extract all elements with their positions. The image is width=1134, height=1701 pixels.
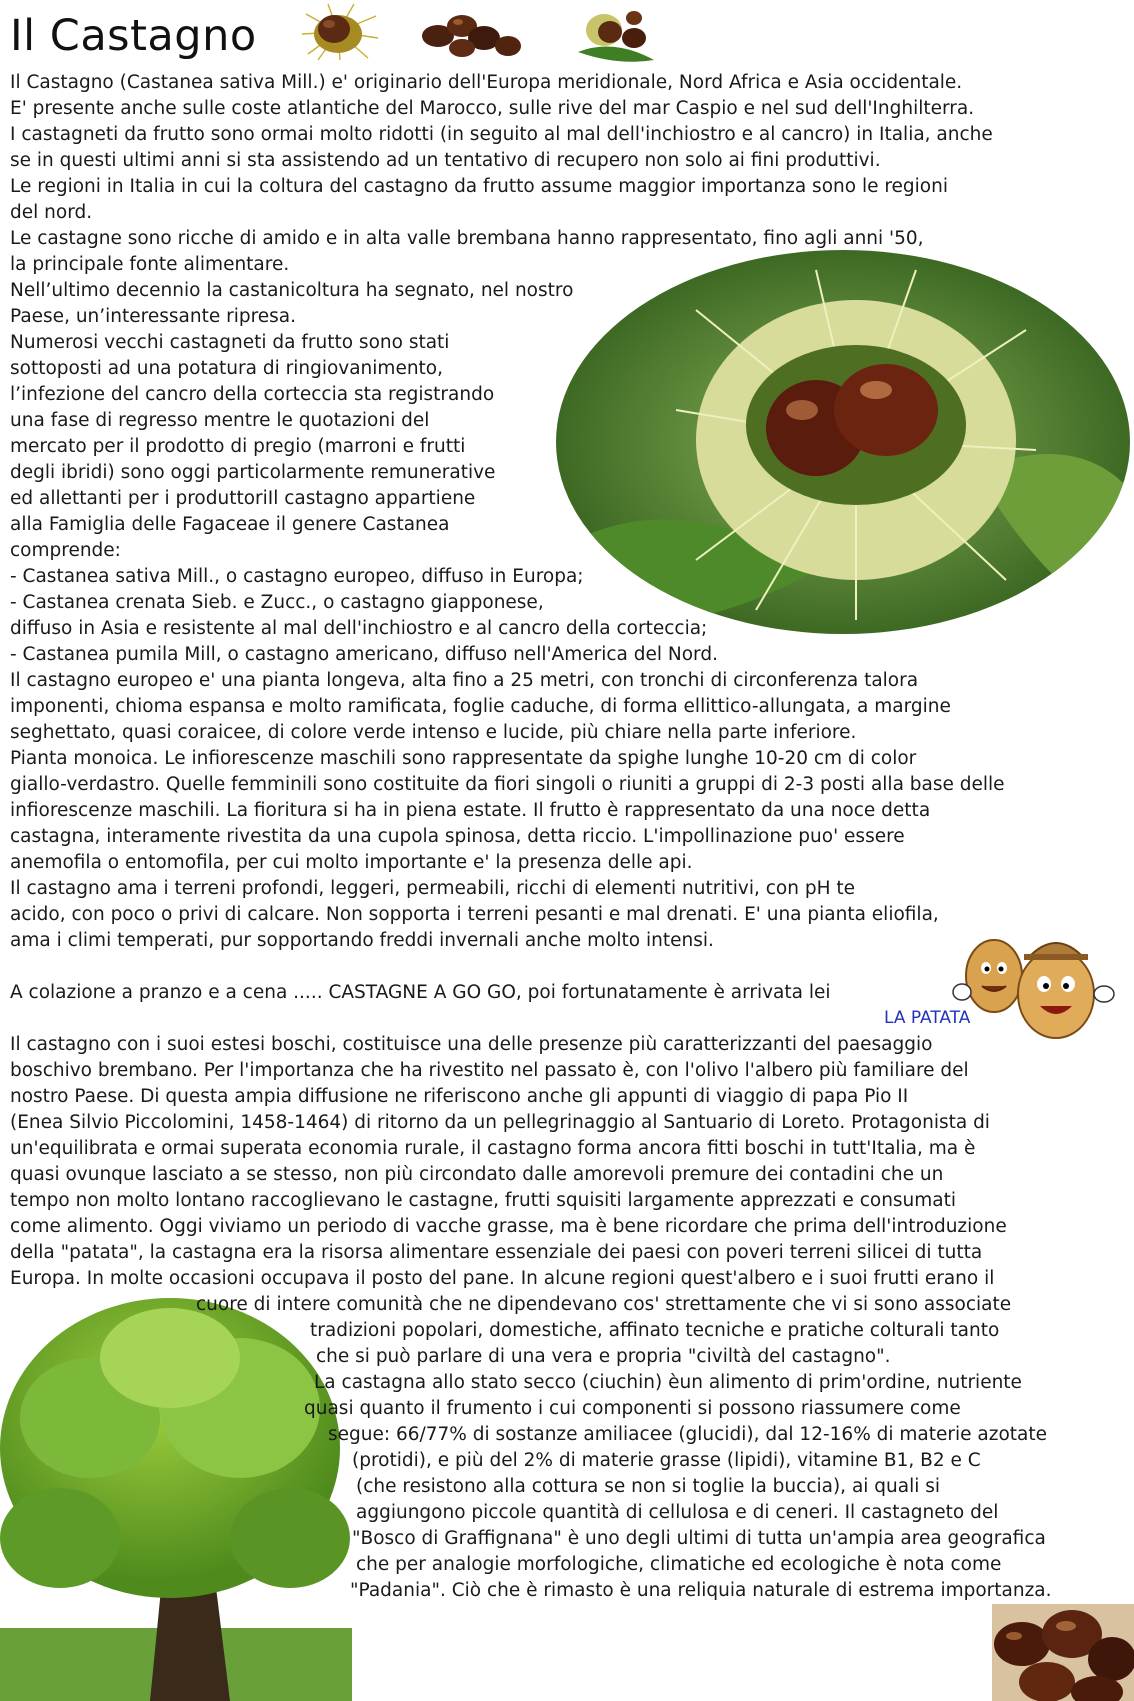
- text-line: sottoposti ad una potatura di ringiovanimento,: [10, 358, 444, 379]
- text-line: boschivo brembano. Per l'importanza che ha rivestito nel passato è, con l'olivo l'albero più familiare del: [10, 1060, 969, 1081]
- chestnut-burr-icon: [298, 2, 380, 62]
- text-line: aggiungono piccole quantità di cellulosa e di ceneri. Il castagneto del: [356, 1502, 999, 1523]
- text-line: seghettato, quasi coraicee, di colore verde intenso e lucide, più chiare nella parte inferiore.: [10, 722, 857, 743]
- text-line: (Enea Silvio Piccolomini, 1458-1464) di ritorno da un pellegrinaggio al Santuario di Loreto. Protagonista di: [10, 1112, 990, 1133]
- text-line: segue: 66/77% di sostanze amiliacee (glucidi), dal 12-16% di materie azotate: [328, 1424, 1048, 1445]
- chestnut-with-leaf-icon: [574, 2, 658, 66]
- text-line: Il Castagno (Castanea sativa Mill.) e' originario dell'Europa meridionale, Nord Africa e Asia occidentale.: [10, 72, 963, 93]
- text-line: "Bosco di Graffignana" è uno degli ultimi di tutta un'ampia area geografica: [352, 1528, 1046, 1549]
- text-line: Nell’ultimo decennio la castanicoltura ha segnato, nel nostro: [10, 280, 574, 301]
- text-line: ama i climi temperati, pur sopportando freddi invernali anche molto intensi.: [10, 930, 714, 951]
- text-line: nostro Paese. Di questa ampia diffusione ne riferiscono anche gli appunti di viaggio di papa Pio II: [10, 1086, 909, 1107]
- text-line: Le regioni in Italia in cui la coltura del castagno da frutto assume maggior importanza sono le regioni: [10, 176, 948, 197]
- text-line: la principale fonte alimentare.: [10, 254, 290, 275]
- text-line: Pianta monoica. Le infiorescenze maschili sono rappresentate da spighe lunghe 10-20 cm di color: [10, 748, 917, 769]
- text-line: ed allettanti per i produttoriIl castagno appartiene: [10, 488, 476, 509]
- text-line: del nord.: [10, 202, 93, 223]
- chestnuts-icon: [418, 8, 524, 60]
- text-line: imponenti, chioma espansa e molto ramificata, foglie caduche, di forma ellittico-allungata, a margine: [10, 696, 951, 717]
- text-line: acido, con poco o privi di calcare. Non sopporta i terreni pesanti e mal drenati. E' una pianta eliofila,: [10, 904, 939, 925]
- chestnut-burr-photo: [556, 250, 1130, 634]
- text-line: come alimento. Oggi viviamo un periodo di vacche grasse, ma è bene ricordare che prima dell'introduzione: [10, 1216, 1007, 1237]
- text-line: Le castagne sono ricche di amido e in alta valle brembana hanno rappresentato, fino agli anni '50,: [10, 228, 924, 249]
- text-line: tempo non molto lontano raccoglievano le castagne, frutti squisiti largamente apprezzati e consumati: [10, 1190, 957, 1211]
- text-line: (protidi), e più del 2% di materie grasse (lipidi), vitamine B1, B2 e C: [352, 1450, 981, 1471]
- roasted-chestnuts-photo: [992, 1604, 1134, 1701]
- text-line: della "patata", la castagna era la risorsa alimentare essenziale dei paesi con poveri terreni silicei di tutta: [10, 1242, 983, 1263]
- colazione-line: A colazione a pranzo e a cena ..... CASTAGNE A GO GO, poi fortunatamente è arrivata lei: [10, 982, 831, 1003]
- text-line: se in questi ultimi anni si sta assistendo ad un tentativo di recupero non solo ai fini produttivi.: [10, 150, 881, 171]
- text-line: quasi ovunque lasciato a se stesso, non più circondato dalle amorevoli premure dei contadini che un: [10, 1164, 944, 1185]
- text-line: un'equilibrata e ormai superata economia rurale, il castagno forma ancora fitti boschi in tutt'Italia, ma è: [10, 1138, 976, 1159]
- text-line: Europa. In molte occasioni occupava il posto del pane. In alcune regioni quest'albero e i suoi frutti erano il: [10, 1268, 995, 1289]
- text-line: tradizioni popolari, domestiche, affinato tecniche e pratiche colturali tanto: [310, 1320, 1000, 1341]
- text-line: - Castanea sativa Mill., o castagno europeo, diffuso in Europa;: [10, 566, 584, 587]
- text-line: che per analogie morfologiche, climatiche ed ecologiche è nota come: [356, 1554, 1002, 1575]
- text-line: mercato per il prodotto di pregio (marroni e frutti: [10, 436, 466, 457]
- patata-label: LA PATATA: [884, 1008, 971, 1028]
- chestnut-tree-photo: [0, 1298, 352, 1701]
- text-line: - Castanea crenata Sieb. e Zucc., o castagno giapponese,: [10, 592, 544, 613]
- text-line: La castagna allo stato secco (ciuchin) èun alimento di prim'ordine, nutriente: [314, 1372, 1022, 1393]
- text-line: una fase di regresso mentre le quotazioni del: [10, 410, 430, 431]
- text-line: Il castagno ama i terreni profondi, leggeri, permeabili, ricchi di elementi nutritivi, con pH te: [10, 878, 856, 899]
- text-line: castagna, interamente rivestita da una cupola spinosa, detta riccio. L'impollinazione puo' essere: [10, 826, 905, 847]
- text-line: diffuso in Asia e resistente al mal dell'inchiostro e al cancro della corteccia;: [10, 618, 708, 639]
- text-line: degli ibridi) sono oggi particolarmente remunerative: [10, 462, 496, 483]
- text-line: cuore di intere comunità che ne dipendevano cos' strettamente che vi si sono associate: [196, 1294, 1012, 1315]
- text-line: (che resistono alla cottura se non si toglie la buccia), ai quali si: [356, 1476, 941, 1497]
- text-line: comprende:: [10, 540, 121, 561]
- text-line: - Castanea pumila Mill, o castagno americano, diffuso nell'America del Nord.: [10, 644, 718, 665]
- text-line: Il castagno con i suoi estesi boschi, costituisce una delle presenze più caratterizzanti del paesaggio: [10, 1034, 933, 1055]
- text-line: quasi quanto il frumento i cui componenti si possono riassumere come: [304, 1398, 961, 1419]
- text-line: alla Famiglia delle Fagaceae il genere Castanea: [10, 514, 450, 535]
- text-line: infiorescenze maschili. La fioritura si ha in piena estate. Il frutto è rappresentato da una noce detta: [10, 800, 931, 821]
- text-line: Numerosi vecchi castagneti da frutto sono stati: [10, 332, 450, 353]
- text-line: I castagneti da frutto sono ormai molto ridotti (in seguito al mal dell'inchiostro e al cancro) in Italia, anche: [10, 124, 993, 145]
- text-line: E' presente anche sulle coste atlantiche del Marocco, sulle rive del mar Caspio e nel sud dell'Inghilterra.: [10, 98, 975, 119]
- text-line: Paese, un’interessante ripresa.: [10, 306, 297, 327]
- text-line: che si può parlare di una vera e propria "civiltà del castagno".: [316, 1346, 891, 1367]
- text-line: Il castagno europeo e' una pianta longeva, alta fino a 25 metri, con tronchi di circonferenza talora: [10, 670, 919, 691]
- text-line: anemofila o entomofila, per cui molto importante e' la presenza delle api.: [10, 852, 693, 873]
- page-title: Il Castagno: [10, 11, 257, 61]
- text-line: l’infezione del cancro della corteccia sta registrando: [10, 384, 495, 405]
- text-line: giallo-verdastro. Quelle femminili sono costituite da fiori singoli o riuniti a gruppi di 2-3 posti alla base delle: [10, 774, 1005, 795]
- text-line: "Padania". Ciò che è rimasto è una reliquia naturale di estrema importanza.: [350, 1580, 1052, 1601]
